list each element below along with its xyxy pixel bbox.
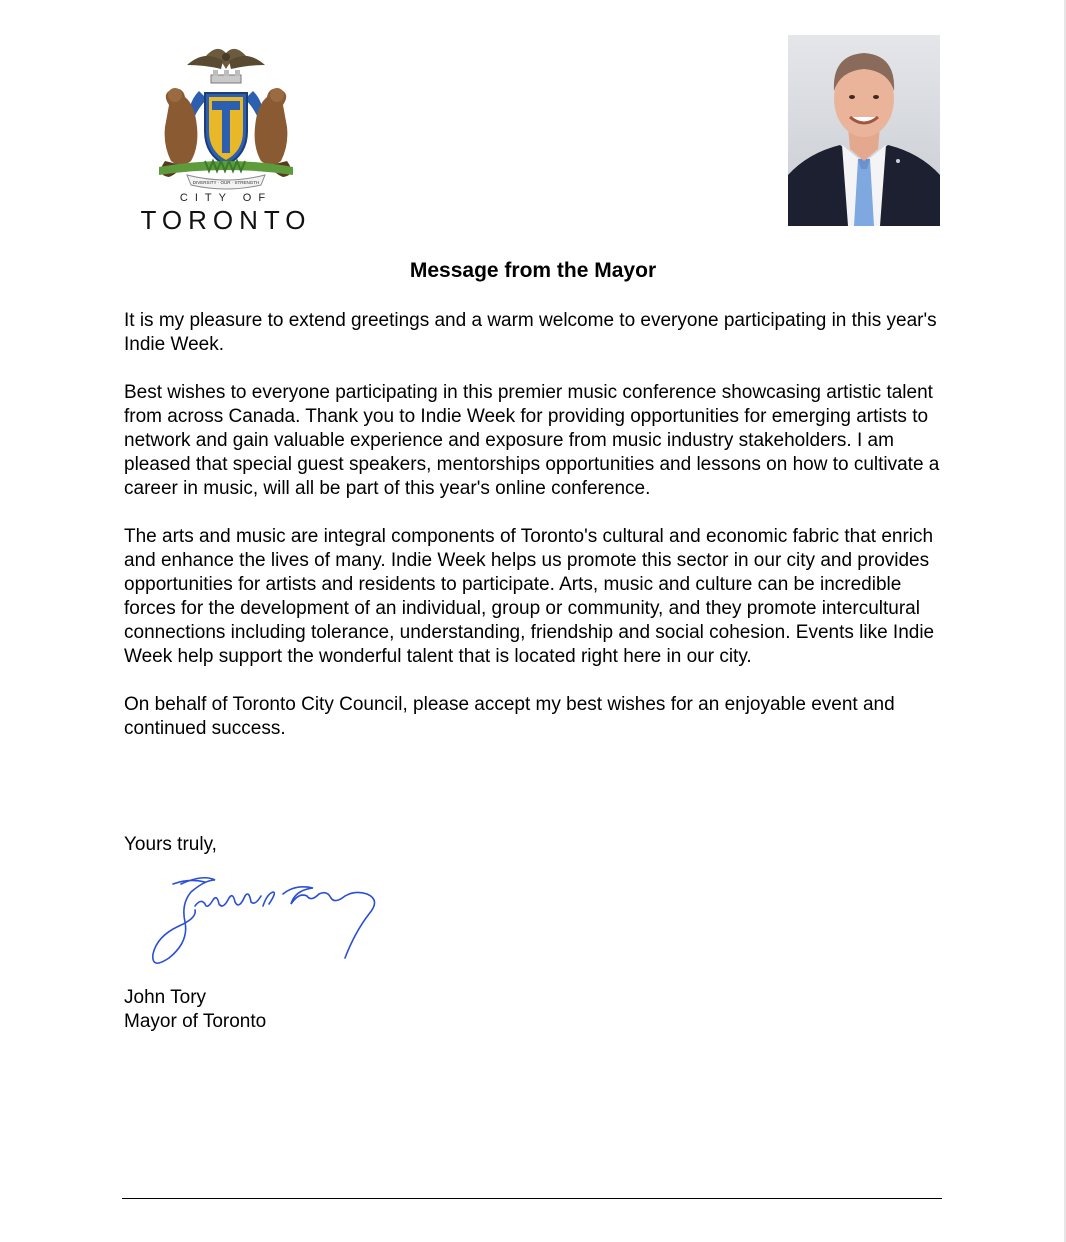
- footer-divider: [122, 1198, 942, 1199]
- signatory-title: Mayor of Toronto: [124, 1011, 267, 1032]
- handwritten-signature: [145, 870, 395, 970]
- portrait-image: [788, 35, 940, 226]
- closing-salutation: Yours truly,: [124, 834, 217, 855]
- signatory-name: John Tory: [124, 987, 207, 1008]
- page-title: Message from the Mayor: [409, 259, 657, 282]
- paragraph-arts-music: The arts and music are integral components of Toronto's cultural and economic fabric that enrich and enhance the lives of many. Indie Week helps us promote this sector in our city and provides opportunities for artists and residents to participate. Arts, music and culture can be incredible forces for the development of an individual, group or community, and they promote intercultural connections including tolerance, understanding, friendship and social cohesion. Events like Indie Week help support the wonderful talent that is located right here in our city.: [124, 526, 935, 667]
- paragraph-behalf: On behalf of Toronto City Council, please accept my best wishes for an enjoyable event and continued success.: [124, 694, 895, 739]
- paragraph-greeting: It is my pleasure to extend greetings and a warm welcome to everyone participating in this year's Indie Week.: [124, 310, 937, 355]
- logo-city-name: TORONTO: [140, 205, 312, 235]
- city-of-toronto-logo: [125, 35, 327, 240]
- logo-city-label: CITY OF: [179, 192, 273, 204]
- letter-body: [124, 309, 944, 765]
- paragraph-best-wishes: Best wishes to everyone participating in this premier music conference showcasing artistic talent from across Canada. Thank you to Indie Week for providing opportunities for emerging artists to network and gain valuable experience and exposure from music industry stakeholders. I am pleased that special guest speakers, mentorships opportunities and lessons on how to cultivate a career in music, will all be part of this year's online conference.: [124, 382, 940, 499]
- mayor-portrait-photo: [788, 35, 940, 226]
- logo-motto: DIVERSITY · OUR · STRENGTH: [192, 180, 260, 185]
- coat-of-arms-icon: [125, 35, 327, 195]
- signature-icon: [145, 870, 395, 970]
